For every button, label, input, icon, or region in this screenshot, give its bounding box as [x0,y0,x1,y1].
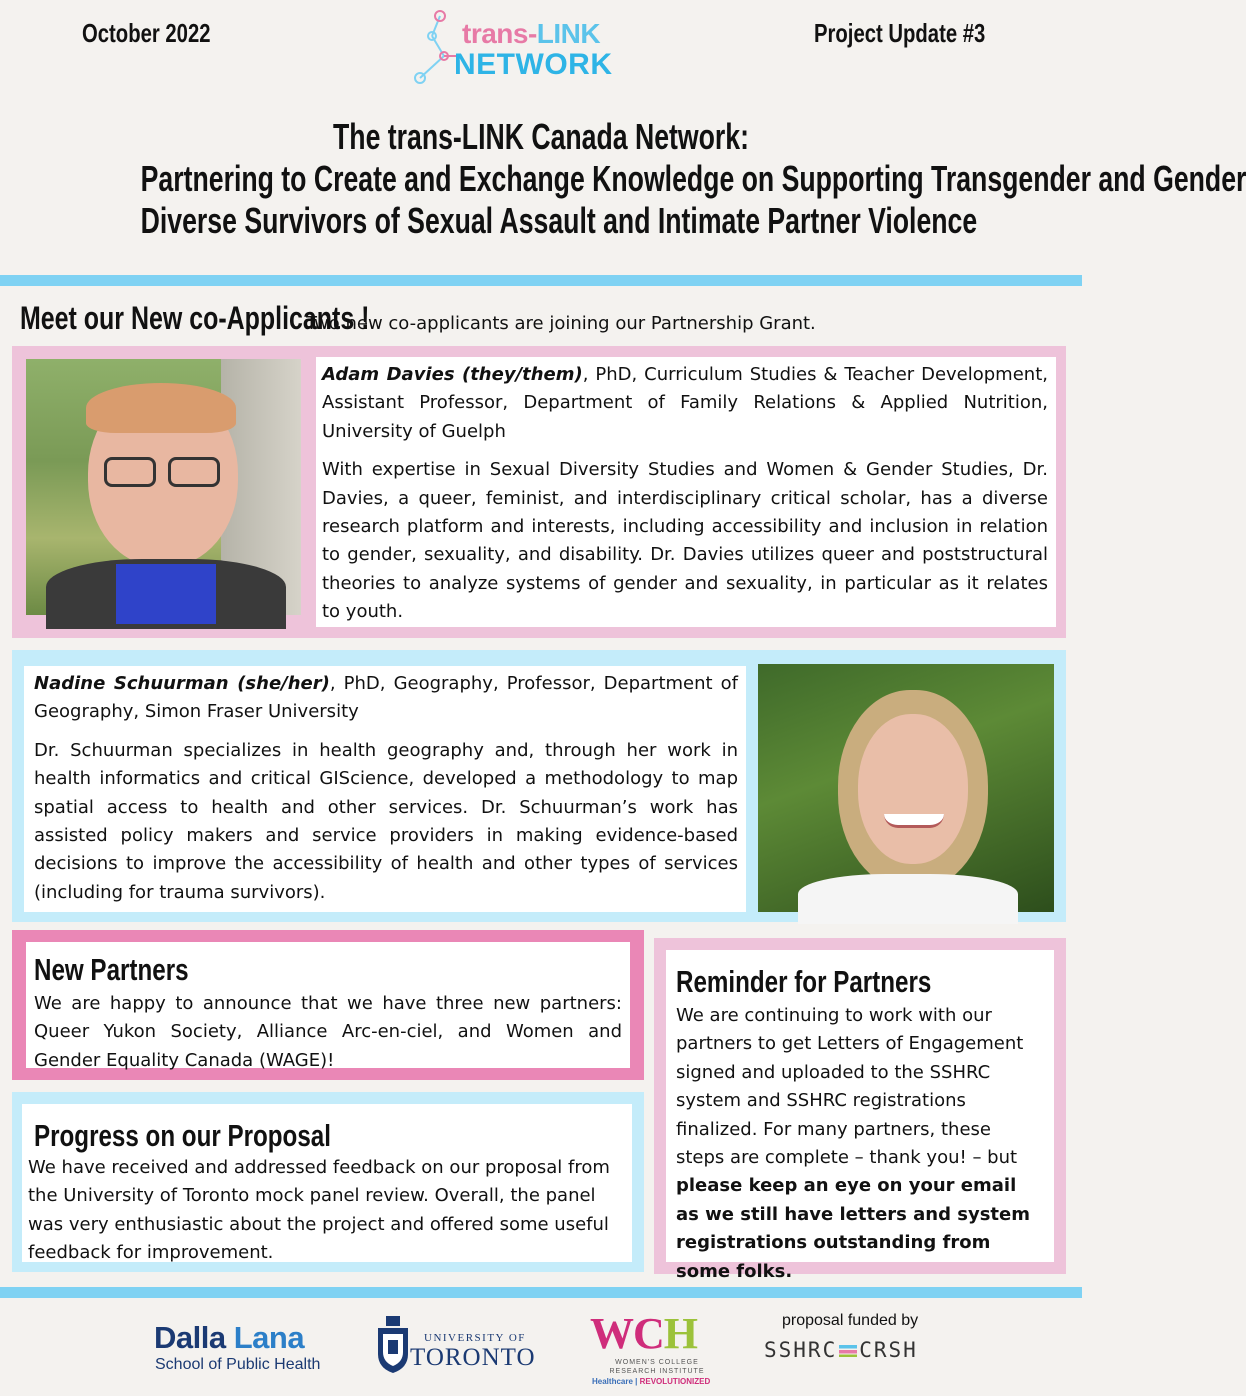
logo-text-top: trans-LINK [462,18,601,49]
issue-date: October 2022 [82,18,211,48]
progress-card [12,1092,644,1272]
applicant-name: Adam Davies (they/them) [322,364,583,385]
progress-box [22,1104,632,1262]
progress-body: We have received and addressed feedback on our proposal from the University of Toronto mock panel review. Overall, the panel was very enthusiastic about the project and offered some useful feedback for improvement. [28,1157,610,1264]
footer [0,1298,1082,1396]
reminder-body-bold: please keep an eye on your email as we still have letters and system registrations outstanding from some folks. [676,1175,1030,1282]
dalla-lana-school: School of Public Health [155,1356,321,1373]
new-partners-card [12,930,644,1080]
wcri-subtitle: WOMEN'S COLLEGE RESEARCH INSTITUTE [609,1359,705,1375]
new-partners-body: We are happy to announce that we have three new partners: Queer Yukon Society, Alliance Arc-en-ciel, and Women and Gender Equality Canada (WAGE)! [34,993,622,1071]
sshrc-logo: SSHRC CRSH [764,1338,918,1362]
footer-divider [0,1287,1082,1298]
wcri-logo: WCH [590,1309,698,1358]
meet-section-heading [20,300,816,340]
bio-box-schuurman [24,666,746,912]
photo-davies [26,359,301,615]
applicant-name: Nadine Schuurman (she/her) [34,673,330,694]
applicant-credentials: , PhD, Geography, Professor, Department of Geography, Simon Fraser University [34,673,739,723]
meet-subtitle: Two new co-applicants are joining our Partnership Grant. [306,313,816,334]
uoft-crest-icon [376,1316,410,1374]
title-line: The trans-LINK Canada Network: [333,116,749,157]
applicant-credentials: , PhD, Curriculum Studies & Teacher Development, Assistant Professor, Department of Family Relations & Applied Nutrition, University of Guelph [322,364,1048,442]
page-title [0,116,1246,242]
progress-heading: Progress on our Proposal [34,1118,331,1153]
applicant-card-davies [12,346,1066,638]
meet-heading: Meet our New co-Applicants ! [20,300,370,336]
bio-box-davies [316,357,1056,627]
dalla-lana-logo: Dalla Lana [154,1320,305,1355]
reminder-heading: Reminder for Partners [676,964,932,999]
header-divider [0,275,1082,286]
funded-by-label: proposal funded by [782,1312,919,1329]
header [0,0,1246,275]
new-partners-box [26,942,630,1071]
photo-schuurman [758,664,1054,912]
trans-link-logo [410,6,630,88]
new-partners-heading: New Partners [34,952,189,987]
sshrc-divider-icon [839,1345,857,1357]
uoft-small-text: UNIVERSITY OF [424,1332,526,1344]
uoft-big-text: TORONTO [410,1344,536,1371]
reminder-card [654,938,1066,1282]
applicant-card-schuurman [12,650,1066,922]
project-update-label: Project Update #3 [814,18,986,48]
title-line: Partnering to Create and Exchange Knowledge on Supporting Transgender and Gender [140,158,1246,199]
applicant-bio: Dr. Schuurman specializes in health geography and, through her work in health informatics and critical GIScience, developed a methodology to map spatial access to health and other services. Dr. Schuurman’s work has assisted policy makers and service providers in making evidence-based decisions to improve the accessibility of health and other types of services (including for trauma survivors). [34,739,738,903]
logo-text-bottom: NETWORK [454,48,613,81]
title-line: Diverse Survivors of Sexual Assault and Intimate Partner Violence [140,200,978,241]
wcri-tagline: Healthcare | REVOLUTIONIZED [592,1377,711,1386]
applicant-bio: With expertise in Sexual Diversity Studies and Women & Gender Studies, Dr. Davies, a queer, feminist, and interdisciplinary critical scholar, has a diverse research platform and interests, including accessibility and inclusion in relation to gender, sexuality, and disability. Dr. Davies utilizes queer and poststructural theories to analyze systems of gender and sexuality, in particular as it relates to youth. [322,459,1048,623]
reminder-body: We are continuing to work with our partners to get Letters of Engagement signed and uploaded to the SSHRC system and SSHRC registrations finalized. For many partners, these steps are complete – thank you! – but [676,1005,1024,1169]
reminder-box [666,950,1054,1282]
